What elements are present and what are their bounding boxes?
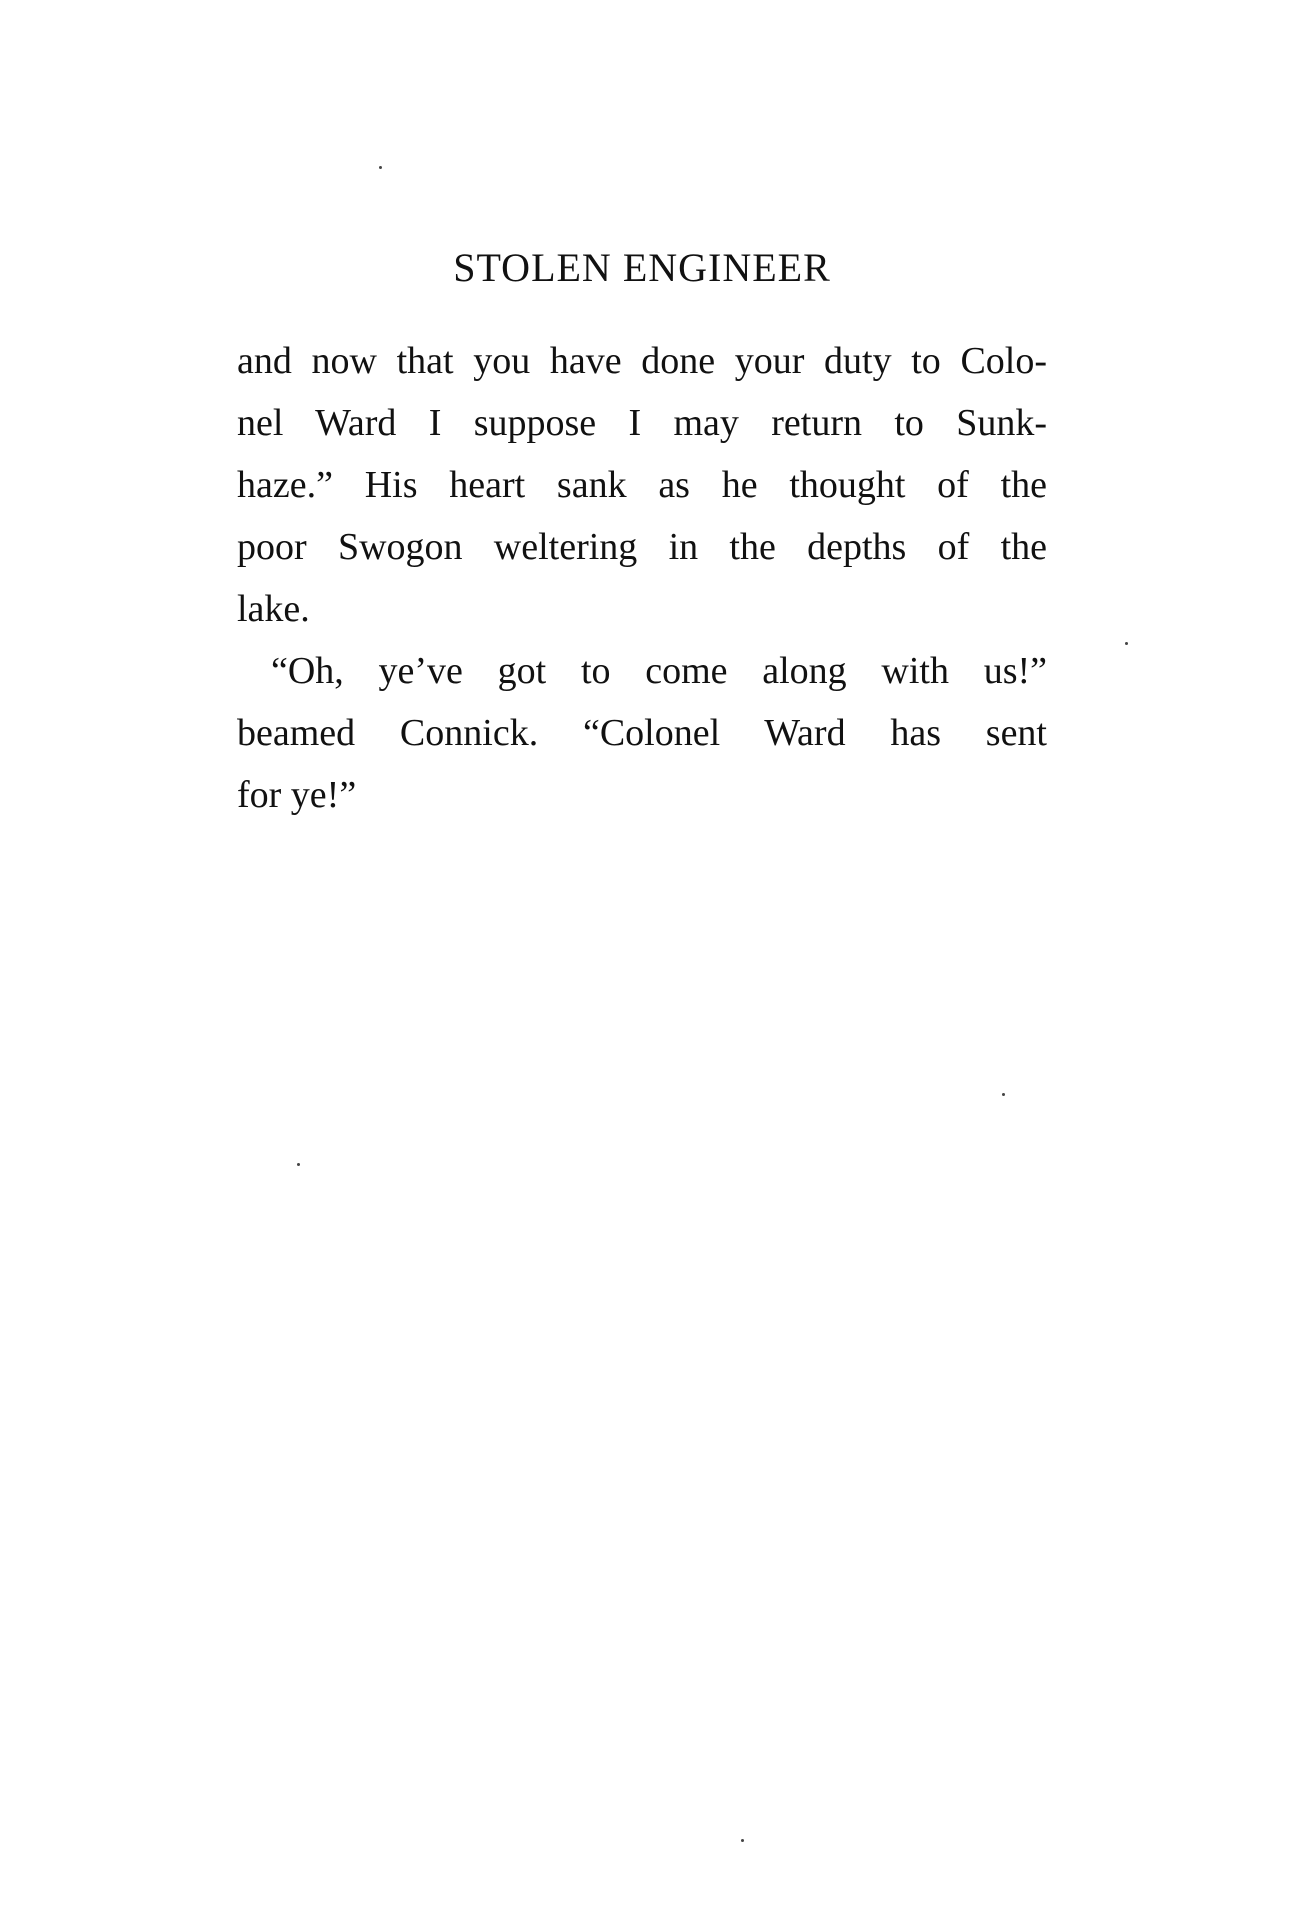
text-line: haze.” His heart sank as he thought of the [237, 464, 1047, 506]
body-text [237, 330, 1047, 826]
text-line: beamed Connick. “Colonel Ward has sent [237, 712, 1047, 754]
scan-speck [1002, 1093, 1005, 1096]
scan-speck [379, 166, 382, 169]
paragraph [237, 640, 1047, 826]
text-line: poor Swogon weltering in the depths of the [237, 526, 1047, 568]
text-line: and now that you have done your duty to Colo- [237, 340, 1047, 382]
paragraph [237, 330, 1047, 640]
scan-speck [741, 1839, 744, 1842]
text-line: for ye!” [237, 774, 357, 816]
text-line: nel Ward I suppose I may return to Sunk- [237, 402, 1047, 444]
text-line: lake. [237, 588, 310, 630]
running-head: STOLEN ENGINEER [453, 245, 831, 290]
text-line: “Oh, ye’ve got to come along with us!” [271, 650, 1047, 692]
scan-speck [297, 1163, 300, 1166]
scan-speck [1125, 642, 1128, 645]
